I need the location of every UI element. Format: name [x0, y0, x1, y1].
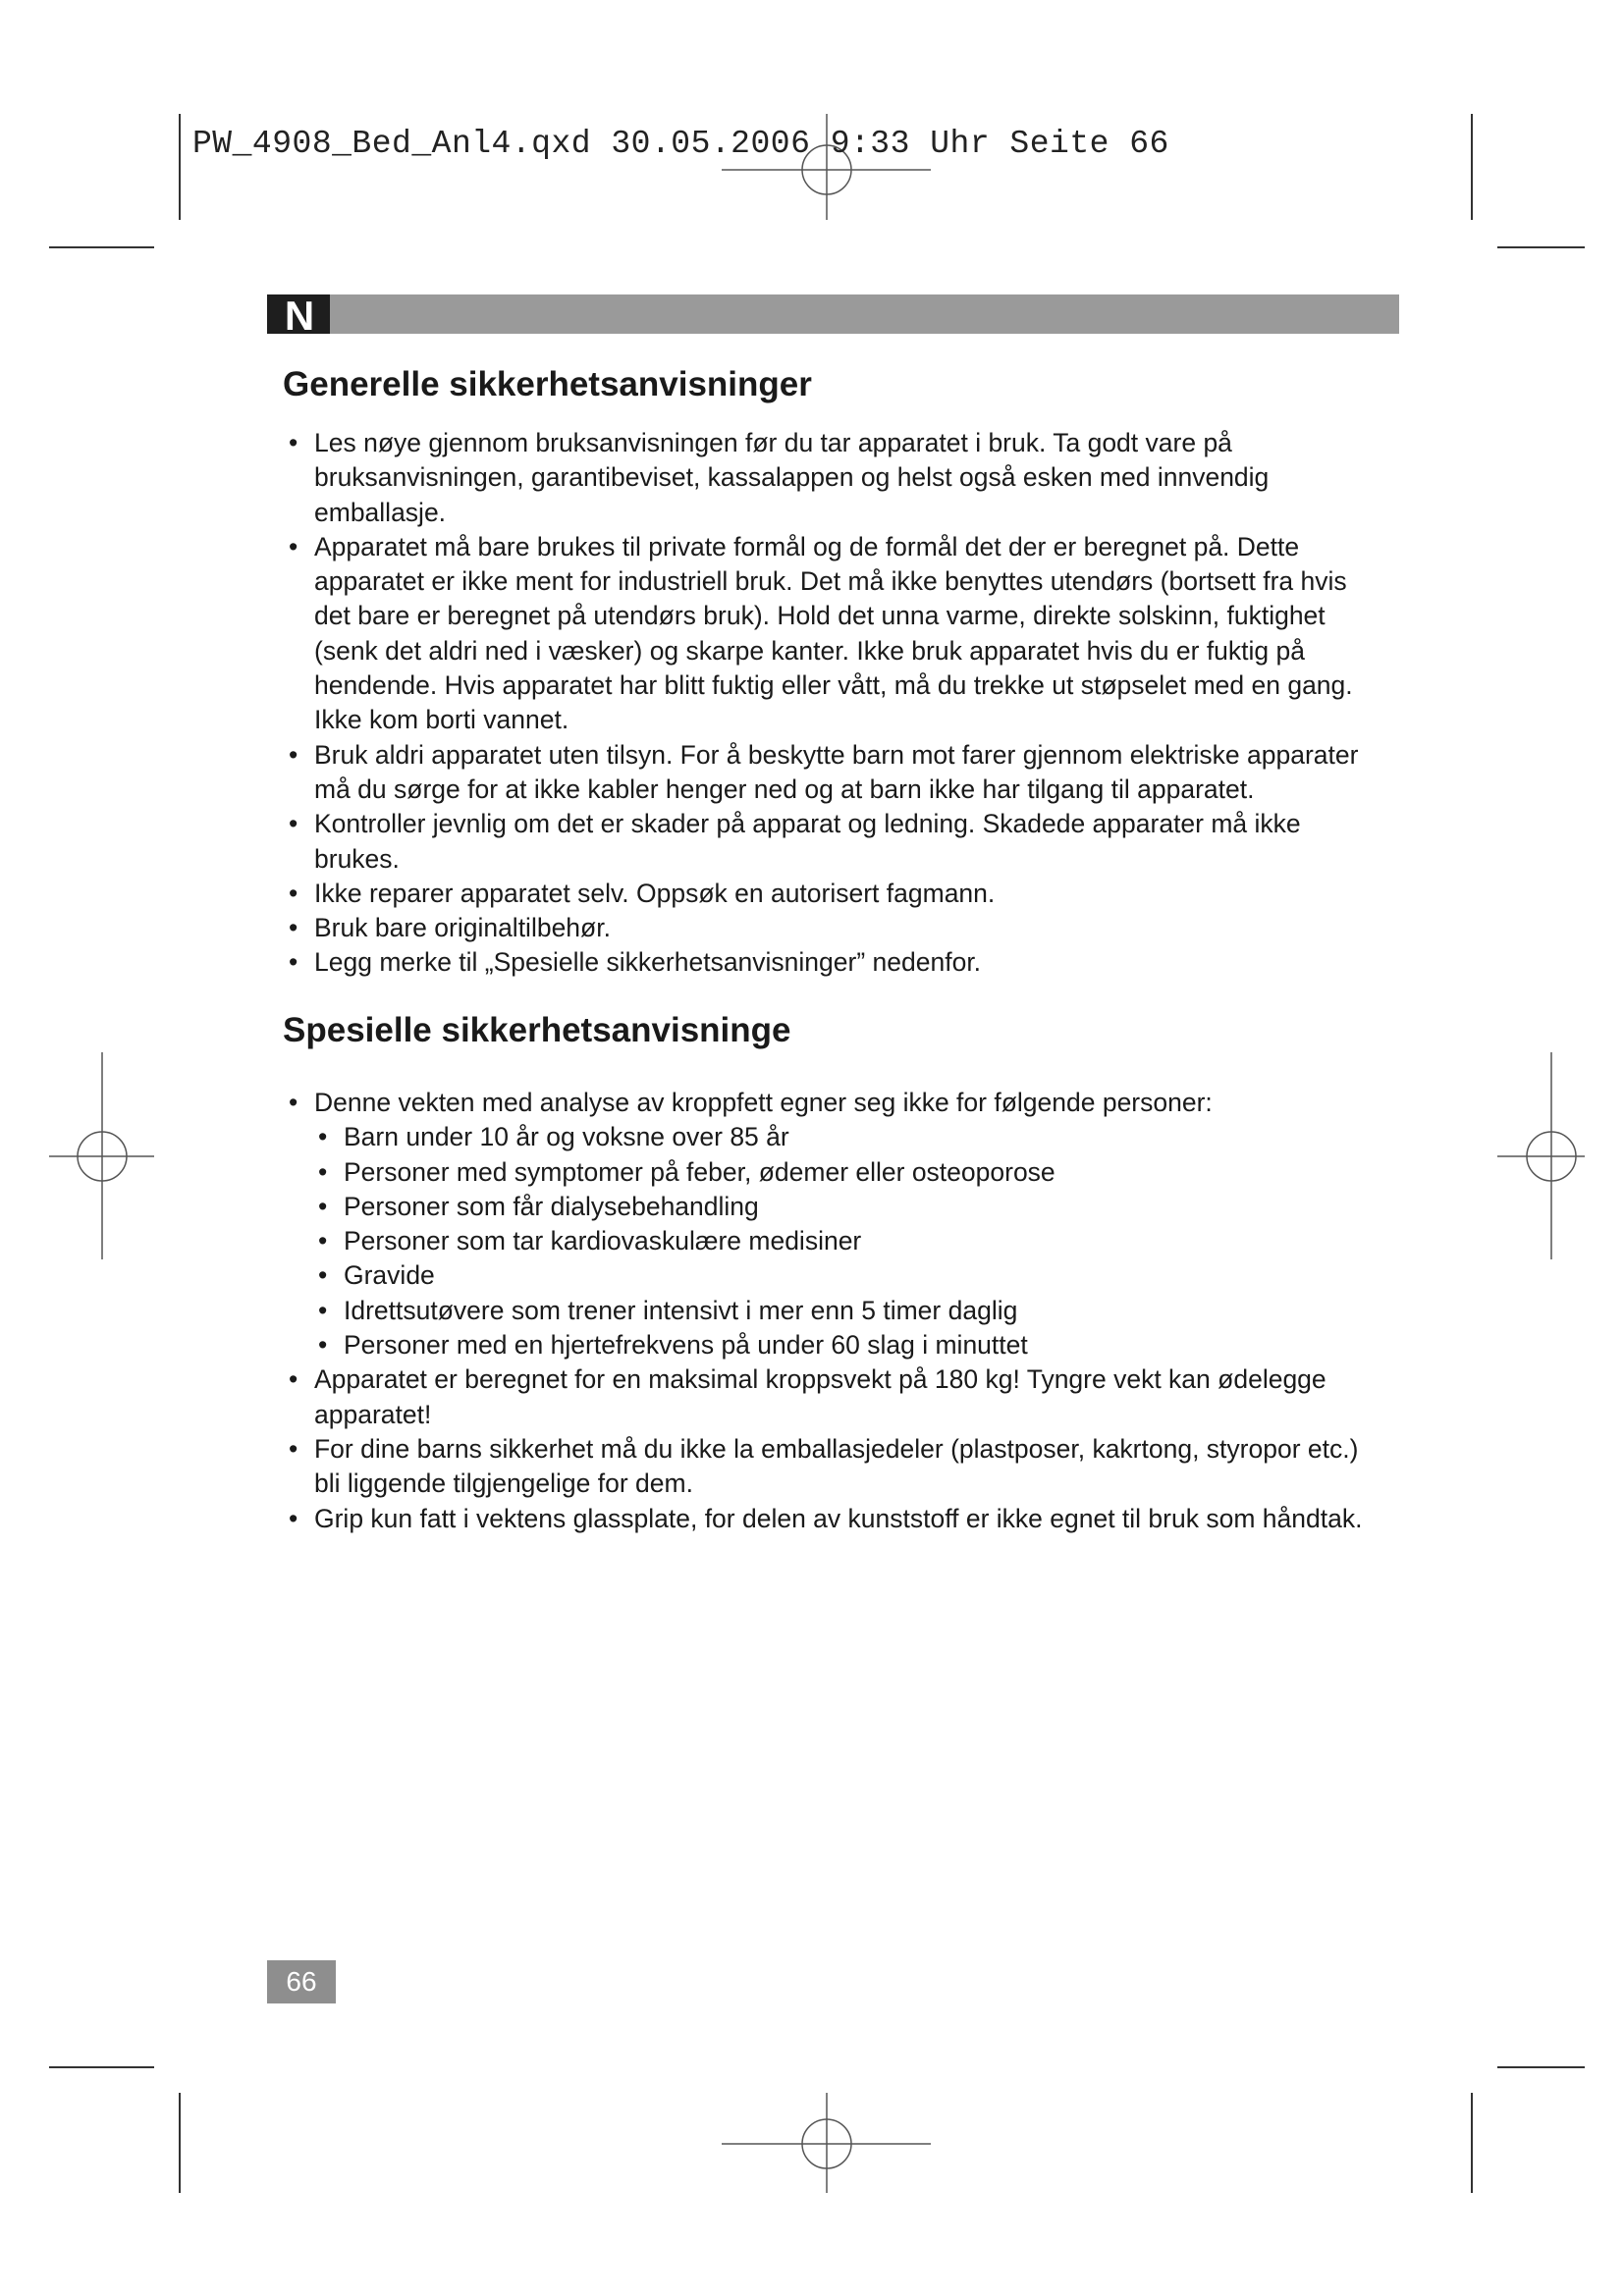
page-number: 66 — [267, 1960, 336, 2003]
sublist-item: • Personer med en hjertefrekvens på under 60 slag i minuttet — [316, 1328, 1386, 1362]
special-safety-list — [287, 1086, 1386, 1536]
sublist-item: • Idrettsutøvere som trener intensivt i mer enn 5 timer daglig — [316, 1294, 1386, 1328]
list-item: • Bruk bare originaltilbehør. — [287, 911, 1386, 945]
section-heading-general: Generelle sikkerhetsanvisninger — [283, 365, 812, 403]
language-header-bar — [267, 293, 1399, 339]
sublist-item: • Gravide — [316, 1258, 1386, 1293]
language-code: N — [267, 294, 330, 334]
section-heading-special: Spesielle sikkerhetsanvisninge — [283, 1011, 791, 1049]
list-item: • Apparatet er beregnet for en maksimal kroppsvekt på 180 kg! Tyngre vekt kan ødelegge apparatet! — [287, 1362, 1386, 1432]
list-item: • Les nøye gjennom bruksanvisningen før du tar apparatet i bruk. Ta godt vare på bruksanvisningen, garantibeviset, kassalappen og helst også esken med innvendig emballasje. — [287, 426, 1386, 530]
list-item: • Kontroller jevnlig om det er skader på apparat og ledning. Skadede apparater må ikke brukes. — [287, 807, 1386, 877]
sublist-item: • Personer med symptomer på feber, ødemer eller osteoporose — [316, 1155, 1386, 1190]
list-item: • Legg merke til „Spesielle sikkerhetsanvisninger” nedenfor. — [287, 945, 1386, 980]
list-item: • Apparatet må bare brukes til private formål og de formål det der er beregnet på. Dette apparatet er ikke ment for industriell bruk. Det må ikke benyttes utendørs (bortsett fra hvis det bare er beregnet på utendørs bruk). Hold det unna varme, direkte solskinn, fuktighet (senk det aldri ned i væsker) og skarpe kanter. Ikke bruk apparatet hvis du er fuktig på hendende. Hvis apparatet har blitt fuktig eller vått, må du trekke ut støpselet med en gang. Ikke kom borti vannet. — [287, 530, 1386, 738]
list-item-text: Denne vekten med analyse av kroppfett egner seg ikke for følgende personer: — [314, 1088, 1213, 1117]
list-item — [287, 1086, 1386, 1362]
sublist-item: • Barn under 10 år og voksne over 85 år — [316, 1120, 1386, 1154]
print-slug: PW_4908_Bed_Anl4.qxd 30.05.2006 9:33 Uhr Seite 66 — [192, 126, 1169, 162]
sublist-item: • Personer som får dialysebehandling — [316, 1190, 1386, 1224]
general-safety-list — [287, 426, 1386, 981]
sublist-item: • Personer som tar kardiovaskulære medisiner — [316, 1224, 1386, 1258]
excluded-persons-sublist — [316, 1120, 1386, 1362]
list-item: • Ikke reparer apparatet selv. Oppsøk en autorisert fagmann. — [287, 877, 1386, 911]
list-item: • Grip kun fatt i vektens glassplate, for delen av kunststoff er ikke egnet til bruk som håndtak. — [287, 1502, 1386, 1536]
list-item: • For dine barns sikkerhet må du ikke la emballasjedeler (plastposer, kakrtong, styropor etc.) bli liggende tilgjengelige for dem. — [287, 1432, 1386, 1502]
list-item: • Bruk aldri apparatet uten tilsyn. For å beskytte barn mot farer gjennom elektriske apparater må du sørge for at ikke kabler henger ned og at barn ikke har tilgang til apparatet. — [287, 738, 1386, 808]
